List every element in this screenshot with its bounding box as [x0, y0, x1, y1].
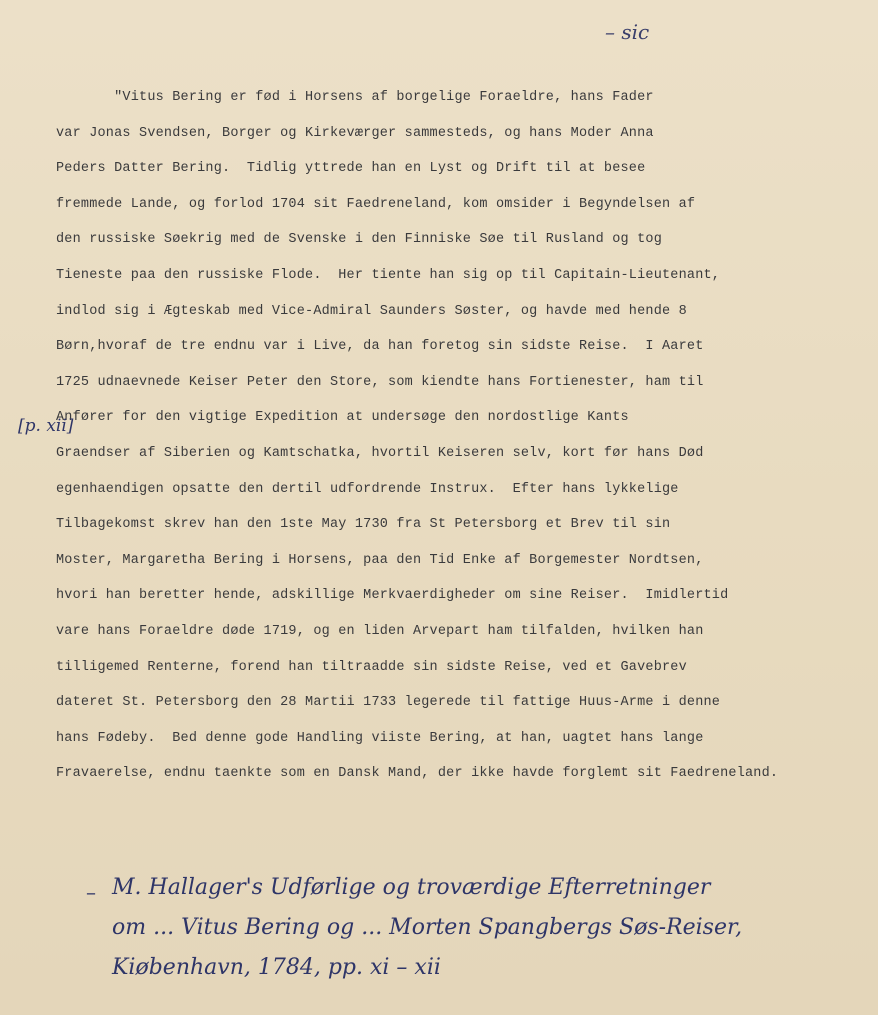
typed-line: fremmede Lande, og forlod 1704 sit Faedreneland, kom omsider i Begyndelsen af — [56, 196, 696, 212]
typed-line: 1725 udnaevnede Keiser Peter den Store, som kiendte hans Fortienester, ham til — [56, 374, 704, 390]
header-annotation: – sic — [605, 20, 650, 44]
typed-line: egenhaendigen opsatte den dertil udfordrende Instrux. Efter hans lykkelige — [56, 481, 679, 497]
typed-line: Moster, Margaretha Bering i Horsens, paa den Tid Enke af Borgemester Nordtsen, — [56, 552, 704, 568]
typed-line: Tieneste paa den russiske Flode. Her tiente han sig op til Capitain-Lieutenant, — [56, 267, 721, 283]
typed-line: var Jonas Svendsen, Borger og Kirkeværger sammesteds, og hans Moder Anna — [56, 125, 654, 141]
typed-line: Anfører for den vigtige Expedition at undersøge den nordostlige Kants — [56, 410, 629, 426]
typed-line: den russiske Søekrig med de Svenske i den Finniske Søe til Rusland og tog — [56, 232, 662, 248]
typed-line: hans Fødeby. Bed denne gode Handling viiste Bering, at han, uagtet hans lange — [56, 730, 704, 746]
citation-line: M. Hallager's Udførlige og troværdige Efterretninger — [112, 875, 711, 900]
typed-line: tilligemed Renterne, forend han tiltraadde sin sidste Reise, ved et Gavebrev — [56, 659, 687, 675]
typed-text-block — [56, 80, 866, 792]
citation-dash: – — [86, 880, 96, 904]
typed-line: "Vitus Bering er fød i Horsens af borgelige Foraeldre, hans Fader — [56, 90, 654, 105]
typed-line: Tilbagekomst skrev han den 1ste May 1730 fra St Petersborg et Brev til sin — [56, 517, 671, 533]
typed-line: dateret St. Petersborg den 28 Martii 1733 legerede til fattige Huus-Arme i denne — [56, 695, 721, 711]
citation-line: om ... Vitus Bering og ... Morten Spangbergs Søs-Reiser, — [112, 915, 743, 940]
citation-line: Kiøbenhavn, 1784, pp. xi – xii — [112, 955, 441, 980]
typed-line: Fravaerelse, endnu taenkte som en Dansk Mand, der ikke havde forglemt sit Faedreneland. — [56, 766, 779, 782]
typed-line: Peders Datter Bering. Tidlig yttrede han en Lyst og Drift til at besee — [56, 161, 646, 177]
handwritten-citation — [112, 868, 852, 988]
margin-page-note: [p. xii] — [18, 416, 74, 436]
typed-line: hvori han beretter hende, adskillige Merkvaerdigheder om sine Reiser. Imidlertid — [56, 588, 729, 604]
typed-line: indlod sig i Ægteskab med Vice-Admiral Saunders Søster, og havde med hende 8 — [56, 303, 687, 319]
typed-line: vare hans Foraeldre døde 1719, og en liden Arvepart ham tilfalden, hvilken han — [56, 623, 704, 639]
typed-line: Graendser af Siberien og Kamtschatka, hvortil Keiseren selv, kort før hans Død — [56, 445, 704, 461]
typed-line: Børn,hvoraf de tre endnu var i Live, da han foretog sin sidste Reise. I Aaret — [56, 339, 704, 355]
